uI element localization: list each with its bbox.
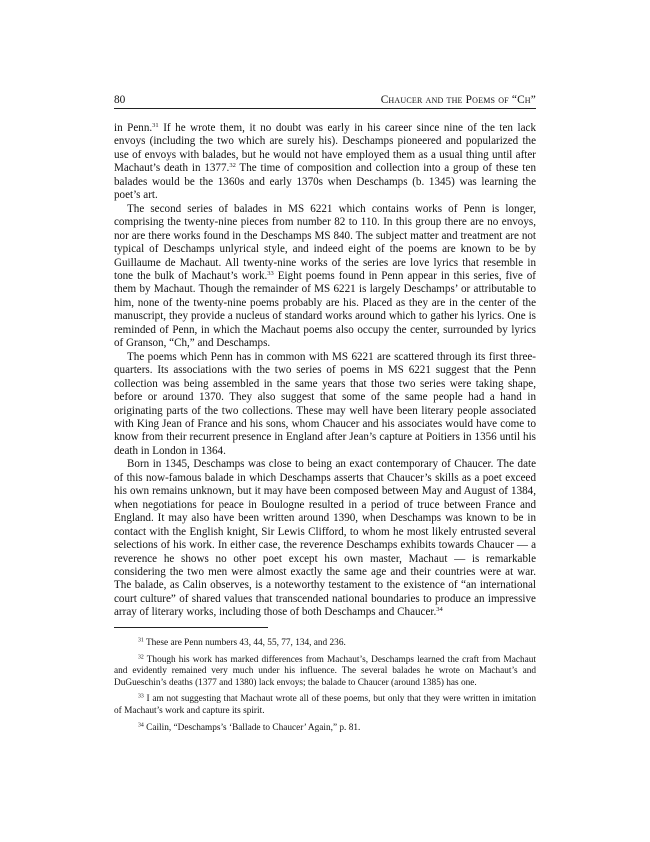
paragraph-4 <box>114 458 536 619</box>
text-segment: The second series of balades in MS 6221 which contains works of Penn is longer, comprising the twenty-nine pieces from number 82 to 110. In this group there are no envoys, nor are there works found in the Deschamps MS 840. The subject matter and treatment are not typical of Deschamps unlyrical style, and indeed eight of the poems are known to be by Guillaume de Machaut. All twenty-nine works of the series are love lyrics that resemble in tone the bulk of Machaut’s work. <box>114 202 536 282</box>
page-number: 80 <box>114 94 126 106</box>
main-text <box>114 122 536 620</box>
text-segment: The time of composition and collection into a group of these ten balades would be the 1360s and early 1370s when Deschamps (b. 1345) was learning the poet’s art. <box>114 162 536 202</box>
footnote-text: These are Penn numbers 43, 44, 55, 77, 134, and 236. <box>143 638 346 648</box>
footnote-text: Cailin, “Deschamps’s ‘Ballade to Chaucer’ Again,” p. 81. <box>143 722 361 733</box>
footnote-32 <box>114 655 536 689</box>
footnote-text: Though his work has marked differences from Machaut’s, Deschamps learned the craft from Machaut and evidently remained very much under his influence. The several balades he wrote on Machaut’s and DuGueschin’s deaths (1377 and 1380) lack envoys; the balade to Chaucer (around 1385) has one. <box>114 654 536 688</box>
footnote-number: 34 <box>138 722 144 729</box>
paragraph-2 <box>114 203 536 351</box>
footnotes <box>114 638 536 739</box>
running-header <box>114 94 536 109</box>
footnote-34 <box>114 723 536 734</box>
footnote-ref-32: 32 <box>229 162 236 170</box>
text-segment: in Penn. <box>114 122 153 134</box>
paragraph-3 <box>114 351 536 459</box>
footnote-text: I am not suggesting that Machaut wrote all of these poems, but only that they were written in imitation of Machaut’s work and capture its spirit. <box>114 694 536 716</box>
footnote-number: 31 <box>138 637 144 644</box>
footnote-number: 32 <box>138 654 144 661</box>
text-segment: Born in 1345, Deschamps was close to being an exact contemporary of Chaucer. The date of this now-famous balade in which Deschamps asserts that Chaucer’s skills as a poet exceed his own remains unknown, but it may have been composed between May and August of 1384, when negotiations for peace in Boulogne resulted in a period of truce between France and England. It may also have been written around 1390, when Deschamps was known to be in contact with the English knight, Sir Lewis Clifford, to whom he most likely entrusted several selections of his work. In either case, the reverence Deschamps exhibits towards Chaucer — a reverence he shows no other poet except his own master, Machaut — is remarkable considering the two men were almost exactly the same age and their countries were at war. The balade, as Calin observes, is a noteworthy testament to the existence of “an international court culture” of shared values that transcended national boundaries to produce an impressive array of literary works, including those of both Deschamps and Chaucer. <box>114 458 536 619</box>
running-title: Chaucer and the Poems of “Ch” <box>380 94 536 106</box>
footnote-ref-34: 34 <box>436 606 443 614</box>
text-segment: Eight poems found in Penn appear in this series, five of them by Machaut. Though the remainder of MS 6221 is largely Deschamps’ or attributable to him, none of the twenty-nine poems probably are his. Placed as they are in the center of the manuscript, they provide a nucleus of standard works around which to gather his lyrics. One is reminded of Penn, in which the Machaut poems also occupy the center, surrounded by lyrics of Granson, “Ch,” and Deschamps. <box>114 269 536 350</box>
text-segment: The poems which Penn has in common with MS 6221 are scattered through its first three-quarters. Its associations with the two series of poems in MS 6221 suggest that the Penn collection was being assembled in the same years that those two series were taking shape, before or around 1370. They also suggest that some of the same people had a hand in originating parts of the two collections. These may well have been literary people associated with King Jean of France and his sons, whom Chaucer and his associates would have come to know from their recurrent presence in England after Jean’s capture at Poitiers in 1356 until his death in London in 1364. <box>114 350 536 457</box>
footnote-ref-33: 33 <box>267 269 274 277</box>
footnote-31 <box>114 638 536 649</box>
footnote-ref-31: 31 <box>152 122 159 129</box>
footnote-number: 33 <box>138 693 144 700</box>
footnote-rule <box>114 627 268 628</box>
footnote-33 <box>114 694 536 717</box>
text-segment: If he wrote them, it no doubt was early in his career since nine of the ten lack envoys (including the two which are surely his). Deschamps pioneered and popularized the use of envoys with balades, but he would not have employed them as a usual thing until after Machaut’s death in 1377. <box>114 122 536 175</box>
paragraph-1 <box>114 122 536 203</box>
